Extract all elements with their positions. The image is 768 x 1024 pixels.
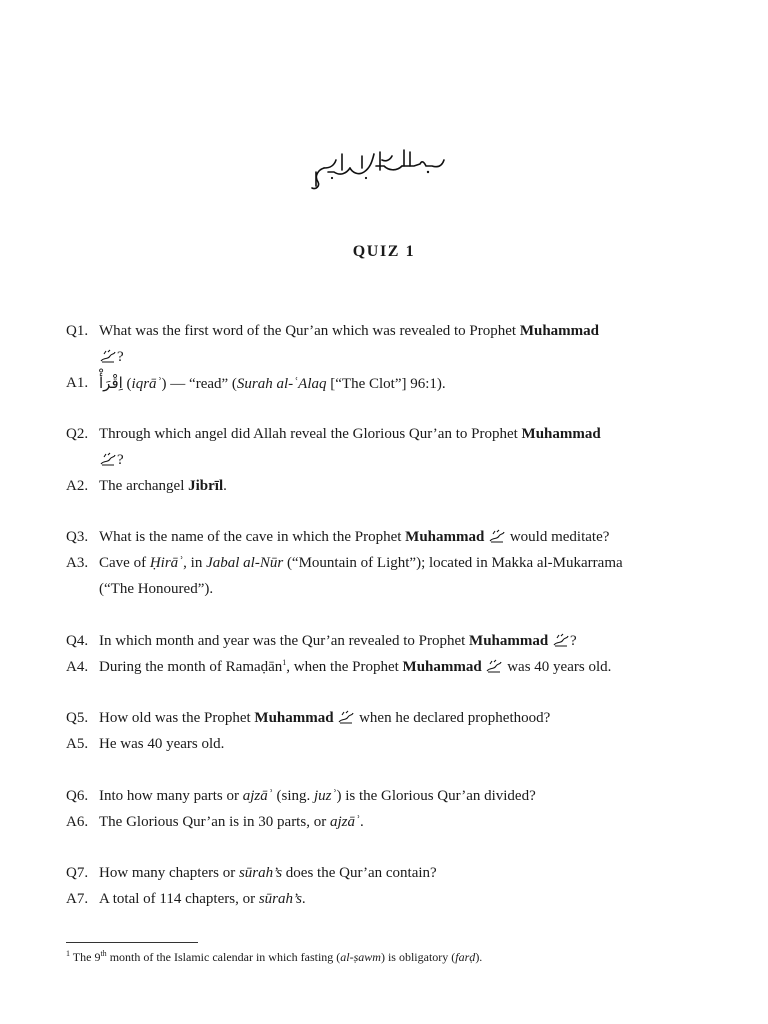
- prophet-name: Muhammad: [405, 529, 485, 545]
- question-number: Q3.: [66, 529, 89, 545]
- answer-2: A2. The archangel Jibrīl.: [66, 473, 706, 499]
- answer-number: A6.: [66, 814, 89, 830]
- question-text: What was the first word of the Qur’an which was revealed to Prophet: [99, 323, 520, 339]
- question-2: Q2. Through which angel did Allah reveal the Glorious Qur’an to Prophet Muhammad ?: [66, 421, 706, 473]
- question-4: Q4. In which month and year was the Qur’an revealed to Prophet Muhammad ?: [66, 628, 706, 654]
- qa-block-4: [66, 628, 706, 680]
- salutation-icon: [485, 658, 503, 674]
- footnote: $^1$ The 9th month of the Islamic calendar in which fasting (al-ṣawm) is obligatory (farḍ).: [66, 949, 483, 964]
- salutation-icon: [99, 451, 117, 467]
- qa-block-6: [66, 783, 706, 835]
- footnote-divider: [66, 942, 198, 943]
- question-text: Through which angel did Allah reveal the Glorious Qur’an to Prophet: [99, 426, 522, 442]
- answer-1: A1. اِقْرَأْ (iqrāʾ) — “read” (Surah al-ʿAlaq [“The Clot”] 96:1).: [66, 370, 706, 397]
- question-text: How old was the Prophet: [99, 710, 255, 726]
- question-number: Q4.: [66, 633, 89, 649]
- salutation-icon: [337, 709, 355, 725]
- qa-block-7: [66, 860, 706, 912]
- question-3: Q3. What is the name of the cave in which the Prophet Muhammad would meditate?: [66, 524, 706, 550]
- question-number: Q1.: [66, 323, 89, 339]
- answer-number: A7.: [66, 891, 89, 907]
- answer-number: A2.: [66, 478, 89, 494]
- qa-block-3: [66, 524, 706, 602]
- answer-number: A5.: [66, 736, 89, 752]
- prophet-name: Muhammad: [521, 426, 601, 442]
- footnote-number: 1: [66, 949, 70, 958]
- salutation-icon: [552, 632, 570, 648]
- qa-block-1: [66, 318, 706, 397]
- question-number: Q7.: [66, 865, 89, 881]
- answer-4: A4. During the month of Ramaḍān$^1$, when the Prophet Muhammad was 40 years old.: [66, 654, 706, 680]
- arabic-word: اِقْرَأْ: [99, 374, 123, 392]
- bismillah-calligraphy: [306, 146, 448, 194]
- page-title: QUIZ 1: [352, 243, 416, 260]
- answer-5: A5. He was 40 years old.: [66, 731, 706, 757]
- answer-number: A3.: [66, 555, 89, 571]
- qa-block-5: [66, 705, 706, 757]
- question-number: Q5.: [66, 710, 89, 726]
- prophet-name: Muhammad: [469, 633, 549, 649]
- question-5: Q5. How old was the Prophet Muhammad when he declared prophethood?: [66, 705, 706, 731]
- footnote-ref: 1: [282, 658, 287, 667]
- question-text: In which month and year was the Qur’an revealed to Prophet: [99, 633, 470, 649]
- answer-number: A1.: [66, 375, 89, 391]
- prophet-name: Muhammad: [254, 710, 334, 726]
- salutation-icon: [488, 528, 506, 544]
- question-number: Q6.: [66, 788, 89, 804]
- answer-6: A6. The Glorious Qur’an is in 30 parts, or ajzāʾ.: [66, 809, 706, 835]
- question-7: Q7. How many chapters or sūrah’s does the Qur’an contain?: [66, 860, 706, 886]
- question-text: Into how many parts or: [99, 788, 243, 804]
- question-6: Q6. Into how many parts or ajzāʾ (sing. juzʾ) is the Glorious Qur’an divided?: [66, 783, 706, 809]
- answer-3: A3. Cave of Ḥirāʾ, in Jabal al-Nūr (“Mountain of Light”); located in Makka al-Mukarrama (“The Honoured”).: [66, 550, 706, 602]
- question-1: Q1. What was the first word of the Qur’an which was revealed to Prophet Muhammad ?: [66, 318, 706, 370]
- salutation-icon: [99, 348, 117, 364]
- question-text: How many chapters or: [99, 865, 239, 881]
- prophet-name: Muhammad: [519, 323, 600, 339]
- question-number: Q2.: [66, 426, 89, 442]
- answer-number: A4.: [66, 659, 89, 675]
- qa-block-2: [66, 421, 706, 499]
- answer-7: A7. A total of 114 chapters, or sūrah’s.: [66, 886, 706, 912]
- question-text: What is the name of the cave in which the Prophet: [99, 529, 406, 545]
